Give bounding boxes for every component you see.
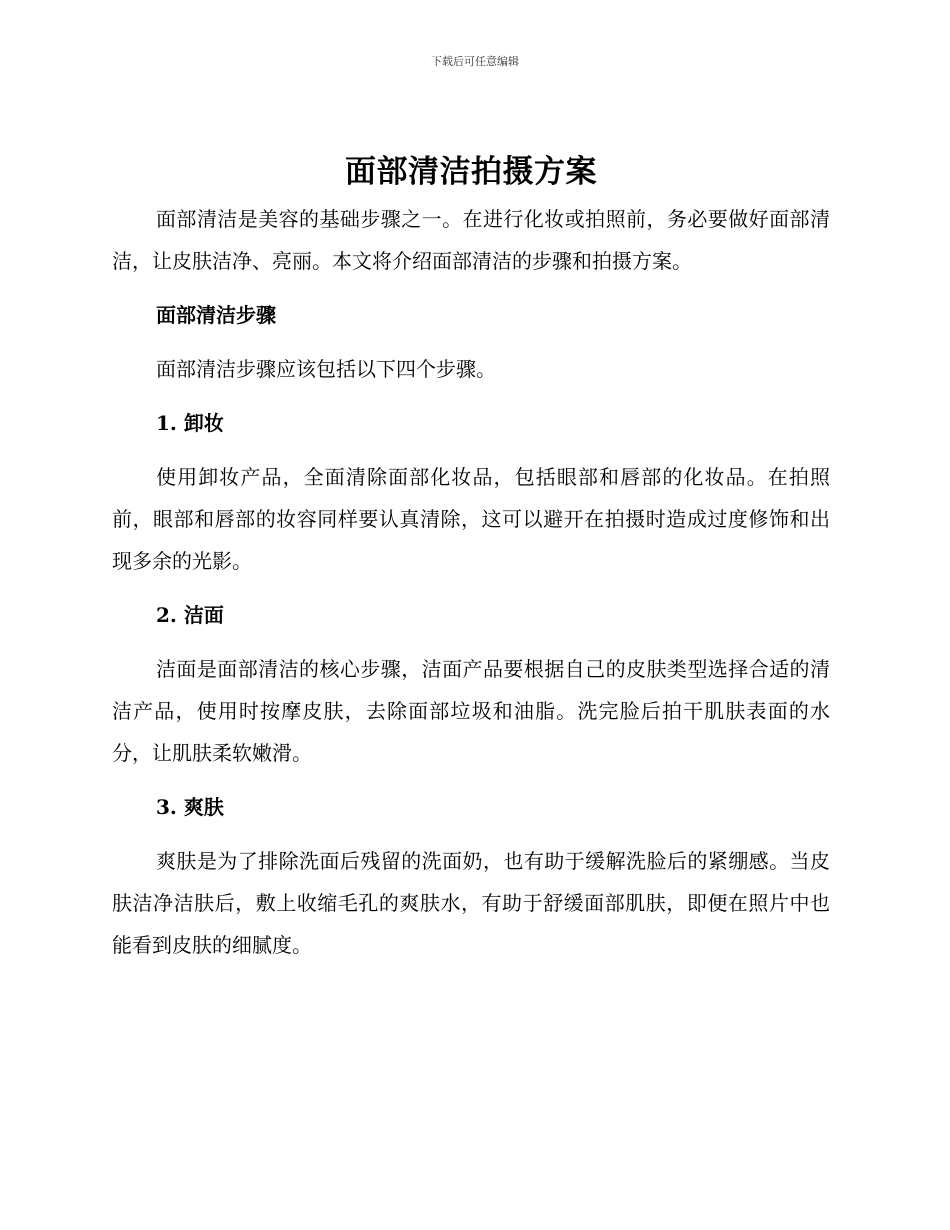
step-1-heading: 1. 卸妆 [156, 411, 224, 435]
header-note: 下载后可任意编辑 [431, 55, 519, 68]
document-title: 面部清洁拍摄方案 [345, 154, 597, 190]
section-intro-paragraph: 面部清洁步骤应该包括以下四个步骤。 [156, 357, 496, 381]
document-content [112, 148, 830, 966]
step-1-body: 使用卸妆产品，全面清除面部化妆品，包括眼部和唇部的化妆品。在拍照前，眼部和唇部的妆容同样要认真清除，这可以避开在拍摄时造成过度修饰和出现多余的光影。 [112, 465, 830, 573]
intro-paragraph: 面部清洁是美容的基础步骤之一。在进行化妆或拍照前，务必要做好面部清洁，让皮肤洁净、亮丽。本文将介绍面部清洁的步骤和拍摄方案。 [112, 207, 830, 273]
step-2-body: 洁面是面部清洁的核心步骤，洁面产品要根据自己的皮肤类型选择合适的清洁产品，使用时按摩皮肤，去除面部垃圾和油脂。洗完脸后拍干肌肤表面的水分，让肌肤柔软嫩滑。 [112, 657, 830, 765]
step-3-body: 爽肤是为了排除洗面后残留的洗面奶，也有助于缓解洗脸后的紧绷感。当皮肤洁净洁肤后，敷上收缩毛孔的爽肤水，有助于舒缓面部肌肤，即便在照片中也能看到皮肤的细腻度。 [112, 849, 830, 957]
step-2-heading: 2. 洁面 [156, 603, 224, 627]
section-heading: 面部清洁步骤 [156, 303, 276, 327]
step-3-heading: 3. 爽肤 [156, 795, 224, 819]
